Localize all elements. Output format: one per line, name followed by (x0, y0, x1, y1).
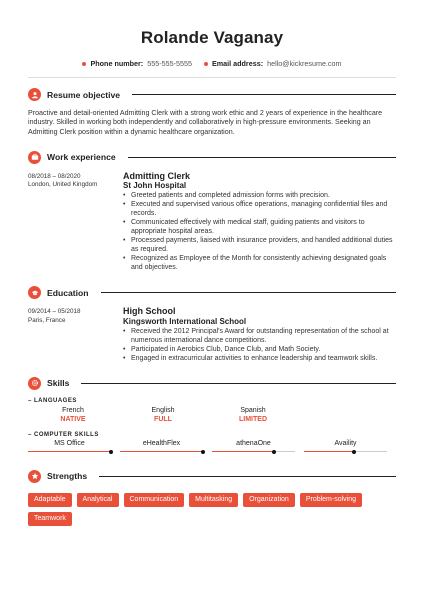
language-item (208, 406, 298, 424)
section-header-strengths (28, 470, 396, 483)
objective-text: Proactive and detail-oriented Admitting Clerk with a strong work ethic and 2 years of experience in the healthcare industry. Skilled in working both independently and collaboratively in high-pressure environments. Seeking an Admitting Clerk position within a dynamic healthcare organization. (28, 109, 383, 136)
entry-org: Kingsworth International School (123, 316, 247, 326)
person-icon (28, 88, 41, 101)
email-value[interactable]: hello@kickresume.com (267, 59, 342, 68)
entry-location: London, United Kingdom (28, 181, 98, 189)
entry-org: St John Hospital (123, 181, 187, 191)
briefcase-icon (28, 151, 41, 164)
section-title: Work experience (47, 152, 116, 163)
skill-bar-knob (109, 450, 113, 454)
skill-level-bar (212, 450, 295, 454)
languages-heading: – LANGUAGES (28, 397, 77, 404)
entry-role: High School (123, 306, 176, 317)
strength-tag: Communication (124, 493, 185, 507)
skill-bar-knob (272, 450, 276, 454)
skill-level-bar (120, 450, 203, 454)
entry-bullets (123, 191, 396, 272)
strength-tag: Adaptable (28, 493, 72, 507)
computer-skills-heading: – COMPUTER SKILLS (28, 431, 99, 438)
phone-value[interactable]: 555-555-5555 (147, 59, 192, 68)
language-level: FULL (154, 415, 172, 423)
phone-item (82, 59, 191, 68)
skill-bar-fill (304, 451, 354, 452)
language-name: English (151, 406, 175, 414)
language-level: LIMITED (239, 415, 267, 423)
languages-row (28, 406, 396, 424)
star-icon (28, 470, 41, 483)
entry-meta (28, 307, 123, 363)
entry-dates: 09/2014 – 05/2018 (28, 308, 81, 316)
computer-skill-item (28, 440, 111, 454)
entry-role: Admitting Clerk (123, 170, 191, 181)
skill-bar-fill (212, 451, 274, 452)
skill-name: eHealthFlex (142, 439, 181, 447)
email-item (204, 59, 342, 68)
computer-skill-item (212, 440, 295, 454)
list-item: • Communicated effectively with medical staff, guiding patients and visitors to appropriate hospital areas. (123, 218, 396, 236)
header-divider (28, 77, 396, 78)
section-divider (128, 157, 396, 158)
skill-name: athenaOne (236, 439, 271, 447)
entry-bullets (123, 327, 396, 363)
computer-skill-item (304, 440, 387, 454)
graduation-cap-icon (28, 286, 41, 299)
skill-name: MS Office (54, 439, 85, 447)
strength-tag: Organization (243, 493, 295, 507)
section-header-education (28, 286, 396, 299)
list-item: • Executed and supervised various office operations, managing confidential files and records. (123, 200, 396, 218)
list-item: • Received the 2012 Principal's Award for outstanding representation of the school at numerous international dance competitions. (123, 327, 396, 345)
section-title: Resume objective (47, 89, 121, 100)
skill-bar-fill (120, 451, 203, 452)
language-item (28, 406, 118, 424)
entry-body (123, 307, 396, 363)
language-item (118, 406, 208, 424)
list-item: • Engaged in extracurricular activities to enhance leadership and teamwork skills. (123, 354, 396, 363)
section-title: Education (47, 287, 89, 298)
list-item: • Recognized as Employee of the Month for consistently achieving designated goals and objectives. (123, 254, 396, 272)
section-title: Strengths (47, 471, 88, 482)
language-name: French (62, 406, 84, 414)
skill-level-bar (304, 450, 387, 454)
strength-tag: Analytical (77, 493, 119, 507)
section-header-objective (28, 88, 396, 101)
language-level: NATIVE (60, 415, 86, 423)
section-divider (101, 292, 396, 293)
bullet-dot-icon (82, 62, 86, 66)
skill-bar-fill (28, 451, 111, 452)
skill-bar-knob (201, 450, 205, 454)
section-divider (81, 383, 396, 384)
section-header-work (28, 151, 396, 164)
strength-tags (28, 493, 368, 526)
list-item: • Greeted patients and completed admission forms with precision. (123, 191, 396, 200)
work-entry (28, 172, 396, 273)
section-divider (99, 476, 396, 477)
candidate-name: Rolande Vaganay (140, 28, 284, 47)
gear-icon (28, 377, 41, 390)
email-label: Email address: (211, 59, 264, 68)
skill-bar-knob (352, 450, 356, 454)
entry-body (123, 172, 396, 273)
entry-meta (28, 172, 123, 273)
strength-tag: Problem-solving (300, 493, 362, 507)
education-entry (28, 307, 396, 363)
section-divider (132, 94, 396, 95)
skill-level-bar (28, 450, 111, 454)
list-item: • Participated in Aerobics Club, Dance Club, and Math Society. (123, 345, 396, 354)
strength-tag: Teamwork (28, 512, 72, 526)
bullet-dot-icon (204, 62, 208, 66)
skill-name: Availity (334, 439, 357, 447)
entry-dates: 08/2018 – 08/2020 (28, 172, 81, 180)
entry-location: Paris, France (28, 316, 66, 324)
computer-skill-item (120, 440, 203, 454)
language-name: Spanish (240, 406, 266, 414)
section-title: Skills (47, 378, 70, 389)
list-item: • Processed payments, liaised with insurance providers, and handled additional duties as required. (123, 236, 396, 254)
contact-row (28, 59, 396, 68)
phone-label: Phone number: (90, 59, 144, 68)
section-header-skills (28, 377, 396, 390)
strength-tag: Multitasking (189, 493, 238, 507)
computer-skills-row (28, 440, 396, 454)
